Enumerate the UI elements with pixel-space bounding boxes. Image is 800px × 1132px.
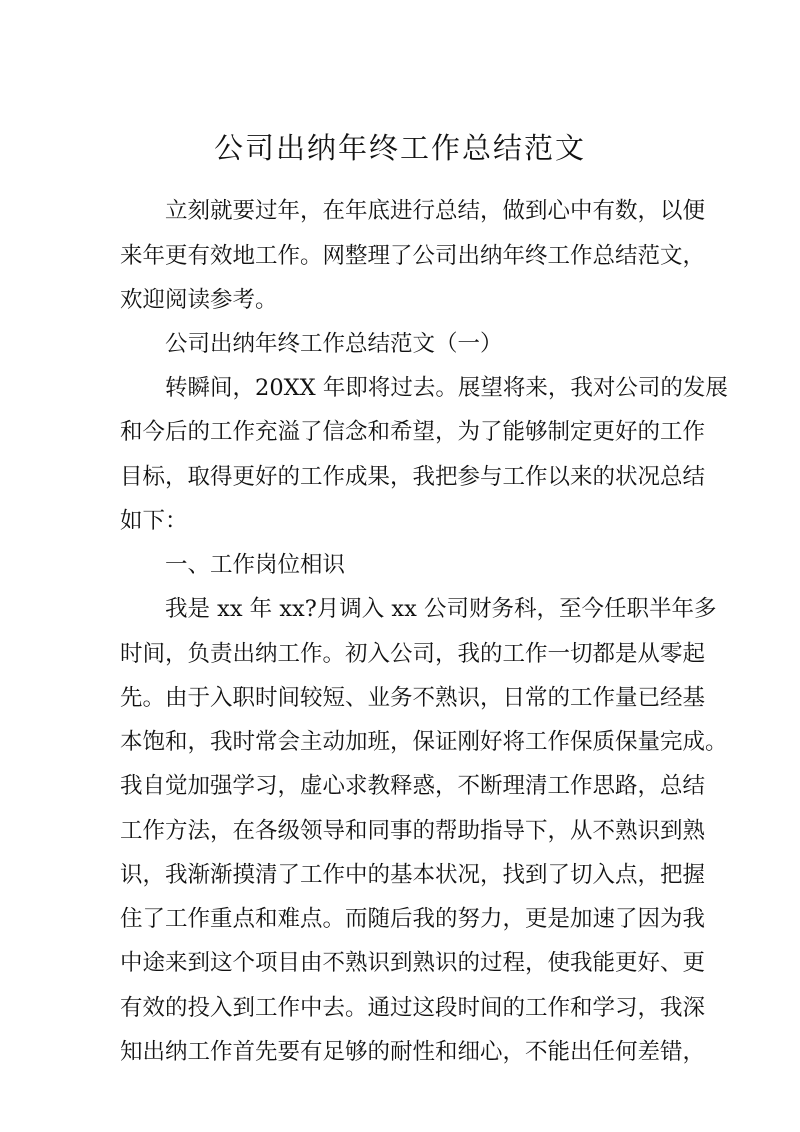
paragraph-line: 工作方法，在各级领导和同事的帮助指导下，从不熟识到熟 — [120, 818, 706, 844]
paragraph-line: 识，我渐渐摸清了工作中的基本状况，找到了切入点，把握 — [120, 862, 706, 888]
paragraph-line: 先。由于入职时间较短、业务不熟识，日常的工作量已经基 — [120, 685, 706, 711]
paragraph-line: 立刻就要过年，在年底进行总结，做到心中有数，以便 — [165, 198, 706, 224]
paragraph-line: 我是 xx 年 xx?月调入 xx 公司财务科，至今任职半年多 — [165, 596, 717, 622]
paragraph-line: 目标，取得更好的工作成果，我把参与工作以来的状况总结 — [120, 464, 706, 490]
paragraph-line: 转瞬间，20XX 年即将过去。展望将来，我对公司的发展 — [165, 375, 728, 401]
paragraph-line: 中途来到这个项目由不熟识到熟识的过程，使我能更好、更 — [120, 950, 706, 976]
paragraph-line: 我自觉加强学习，虚心求教释惑，不断理清工作思路，总结 — [120, 773, 706, 799]
section-heading: 公司出纳年终工作总结范文（一） — [165, 331, 503, 357]
paragraph-line: 如下： — [120, 508, 188, 534]
paragraph-line: 住了工作重点和难点。而随后我的努力，更是加速了因为我 — [120, 906, 706, 932]
paragraph-line: 和今后的工作充溢了信念和希望，为了能够制定更好的工作 — [120, 419, 706, 445]
paragraph-line: 有效的投入到工作中去。通过这段时间的工作和学习，我深 — [120, 995, 706, 1021]
paragraph-line: 时间，负责出纳工作。初入公司，我的工作一切都是从零起 — [120, 641, 706, 667]
paragraph-line: 知出纳工作首先要有足够的耐性和细心，不能出任何差错， — [120, 1039, 706, 1065]
paragraph-line: 来年更有效地工作。网整理了公司出纳年终工作总结范文， — [120, 243, 706, 269]
section-heading: 一、工作岗位相识 — [165, 552, 346, 578]
paragraph-line: 欢迎阅读参考。 — [120, 287, 278, 313]
document-title: 公司出纳年终工作总结范文 — [213, 131, 586, 165]
paragraph-line: 本饱和，我时常会主动加班，保证刚好将工作保质保量完成。 — [120, 729, 728, 755]
